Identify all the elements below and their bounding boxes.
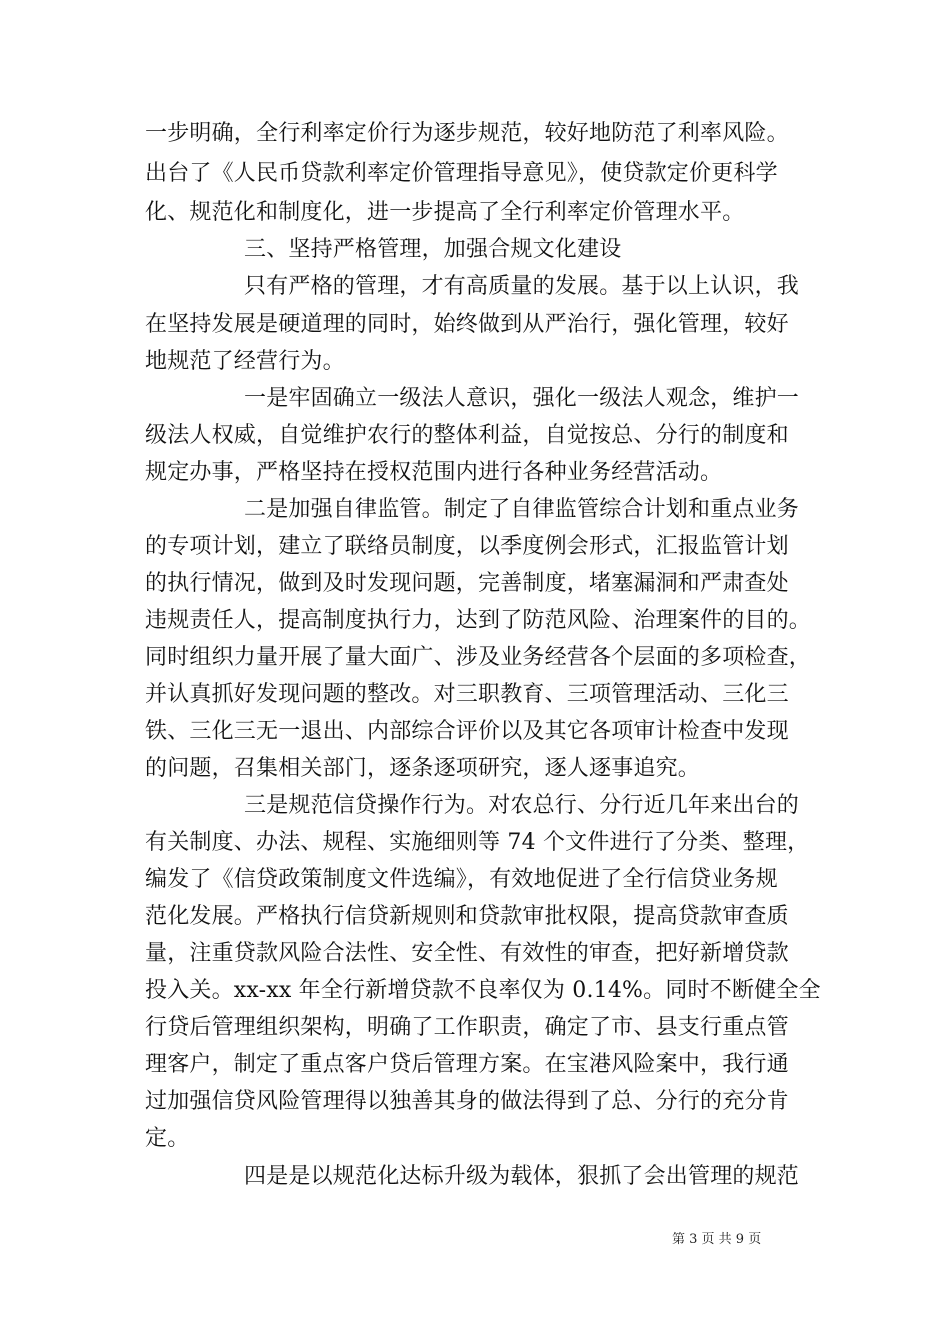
text-line: 化、规范化和制度化，进一步提高了全行利率定价管理水平。	[145, 200, 745, 225]
page-number-footer: 第 3 页 共 9 页	[672, 1232, 762, 1247]
text-line: 三是规范信贷操作行为。对农总行、分行近几年来出台的	[244, 793, 800, 818]
text-line: 地规范了经营行为。	[145, 349, 345, 374]
text-line: 行贷后管理组织架构，明确了工作职责，确定了市、县支行重点管	[145, 1015, 789, 1040]
text-line: 级法人权威，自觉维护农行的整体利益，自觉按总、分行的制度和	[145, 423, 789, 448]
text-line: 定。	[145, 1126, 190, 1151]
text-line: 过加强信贷风险管理得以独善其身的做法得到了总、分行的充分肯	[145, 1089, 789, 1114]
text-line: 并认真抓好发现问题的整改。对三职教育、三项管理活动、三化三	[145, 682, 789, 707]
text-line: 理客户，制定了重点客户贷后管理方案。在宝港风险案中，我行通	[145, 1052, 789, 1077]
text-line: 一是牢固确立一级法人意识，强化一级法人观念，维护一	[244, 386, 800, 411]
text-line: 编发了《信贷政策制度文件选编》，有效地促进了全行信贷业务规	[145, 867, 778, 892]
text-line: 投入关。xx-xx 年全行新增贷款不良率仅为 0.14%。同时不断健全全	[145, 978, 821, 1003]
text-line: 在坚持发展是硬道理的同时，始终做到从严治行，强化管理，较好	[145, 312, 789, 337]
text-line: 违规责任人，提高制度执行力，达到了防范风险、治理案件的目的。	[145, 608, 812, 633]
text-line: 二是加强自律监管。制定了自律监管综合计划和重点业务	[244, 497, 800, 522]
text-line: 有关制度、办法、规程、实施细则等 74 个文件进行了分类、整理，	[145, 830, 810, 855]
text-line: 一步明确，全行利率定价行为逐步规范，较好地防范了利率风险。	[145, 121, 789, 146]
text-line: 量，注重贷款风险合法性、安全性、有效性的审查，把好新增贷款	[145, 941, 789, 966]
text-line: 的专项计划，建立了联络员制度，以季度例会形式，汇报监管计划	[145, 534, 789, 559]
section-heading: 三、坚持严格管理，加强合规文化建设	[244, 237, 622, 262]
text-line: 铁、三化三无一退出、内部综合评价以及其它各项审计检查中发现	[145, 719, 789, 744]
text-line: 规定办事，严格坚持在授权范围内进行各种业务经营活动。	[145, 460, 723, 485]
text-line: 的问题，召集相关部门，逐条逐项研究，逐人逐事追究。	[145, 756, 701, 781]
text-line: 同时组织力量开展了量大面广、涉及业务经营各个层面的多项检查，	[145, 645, 812, 670]
text-line: 的执行情况，做到及时发现问题，完善制度，堵塞漏洞和严肃查处	[145, 571, 789, 596]
text-line: 只有严格的管理，才有高质量的发展。基于以上认识，我	[244, 274, 800, 299]
text-line: 范化发展。严格执行信贷新规则和贷款审批权限，提高贷款审查质	[145, 904, 789, 929]
text-line: 四是是以规范化达标升级为载体，狠抓了会出管理的规范	[244, 1164, 800, 1189]
text-line: 出台了《人民币贷款利率定价管理指导意见》，使贷款定价更科学	[145, 161, 778, 186]
